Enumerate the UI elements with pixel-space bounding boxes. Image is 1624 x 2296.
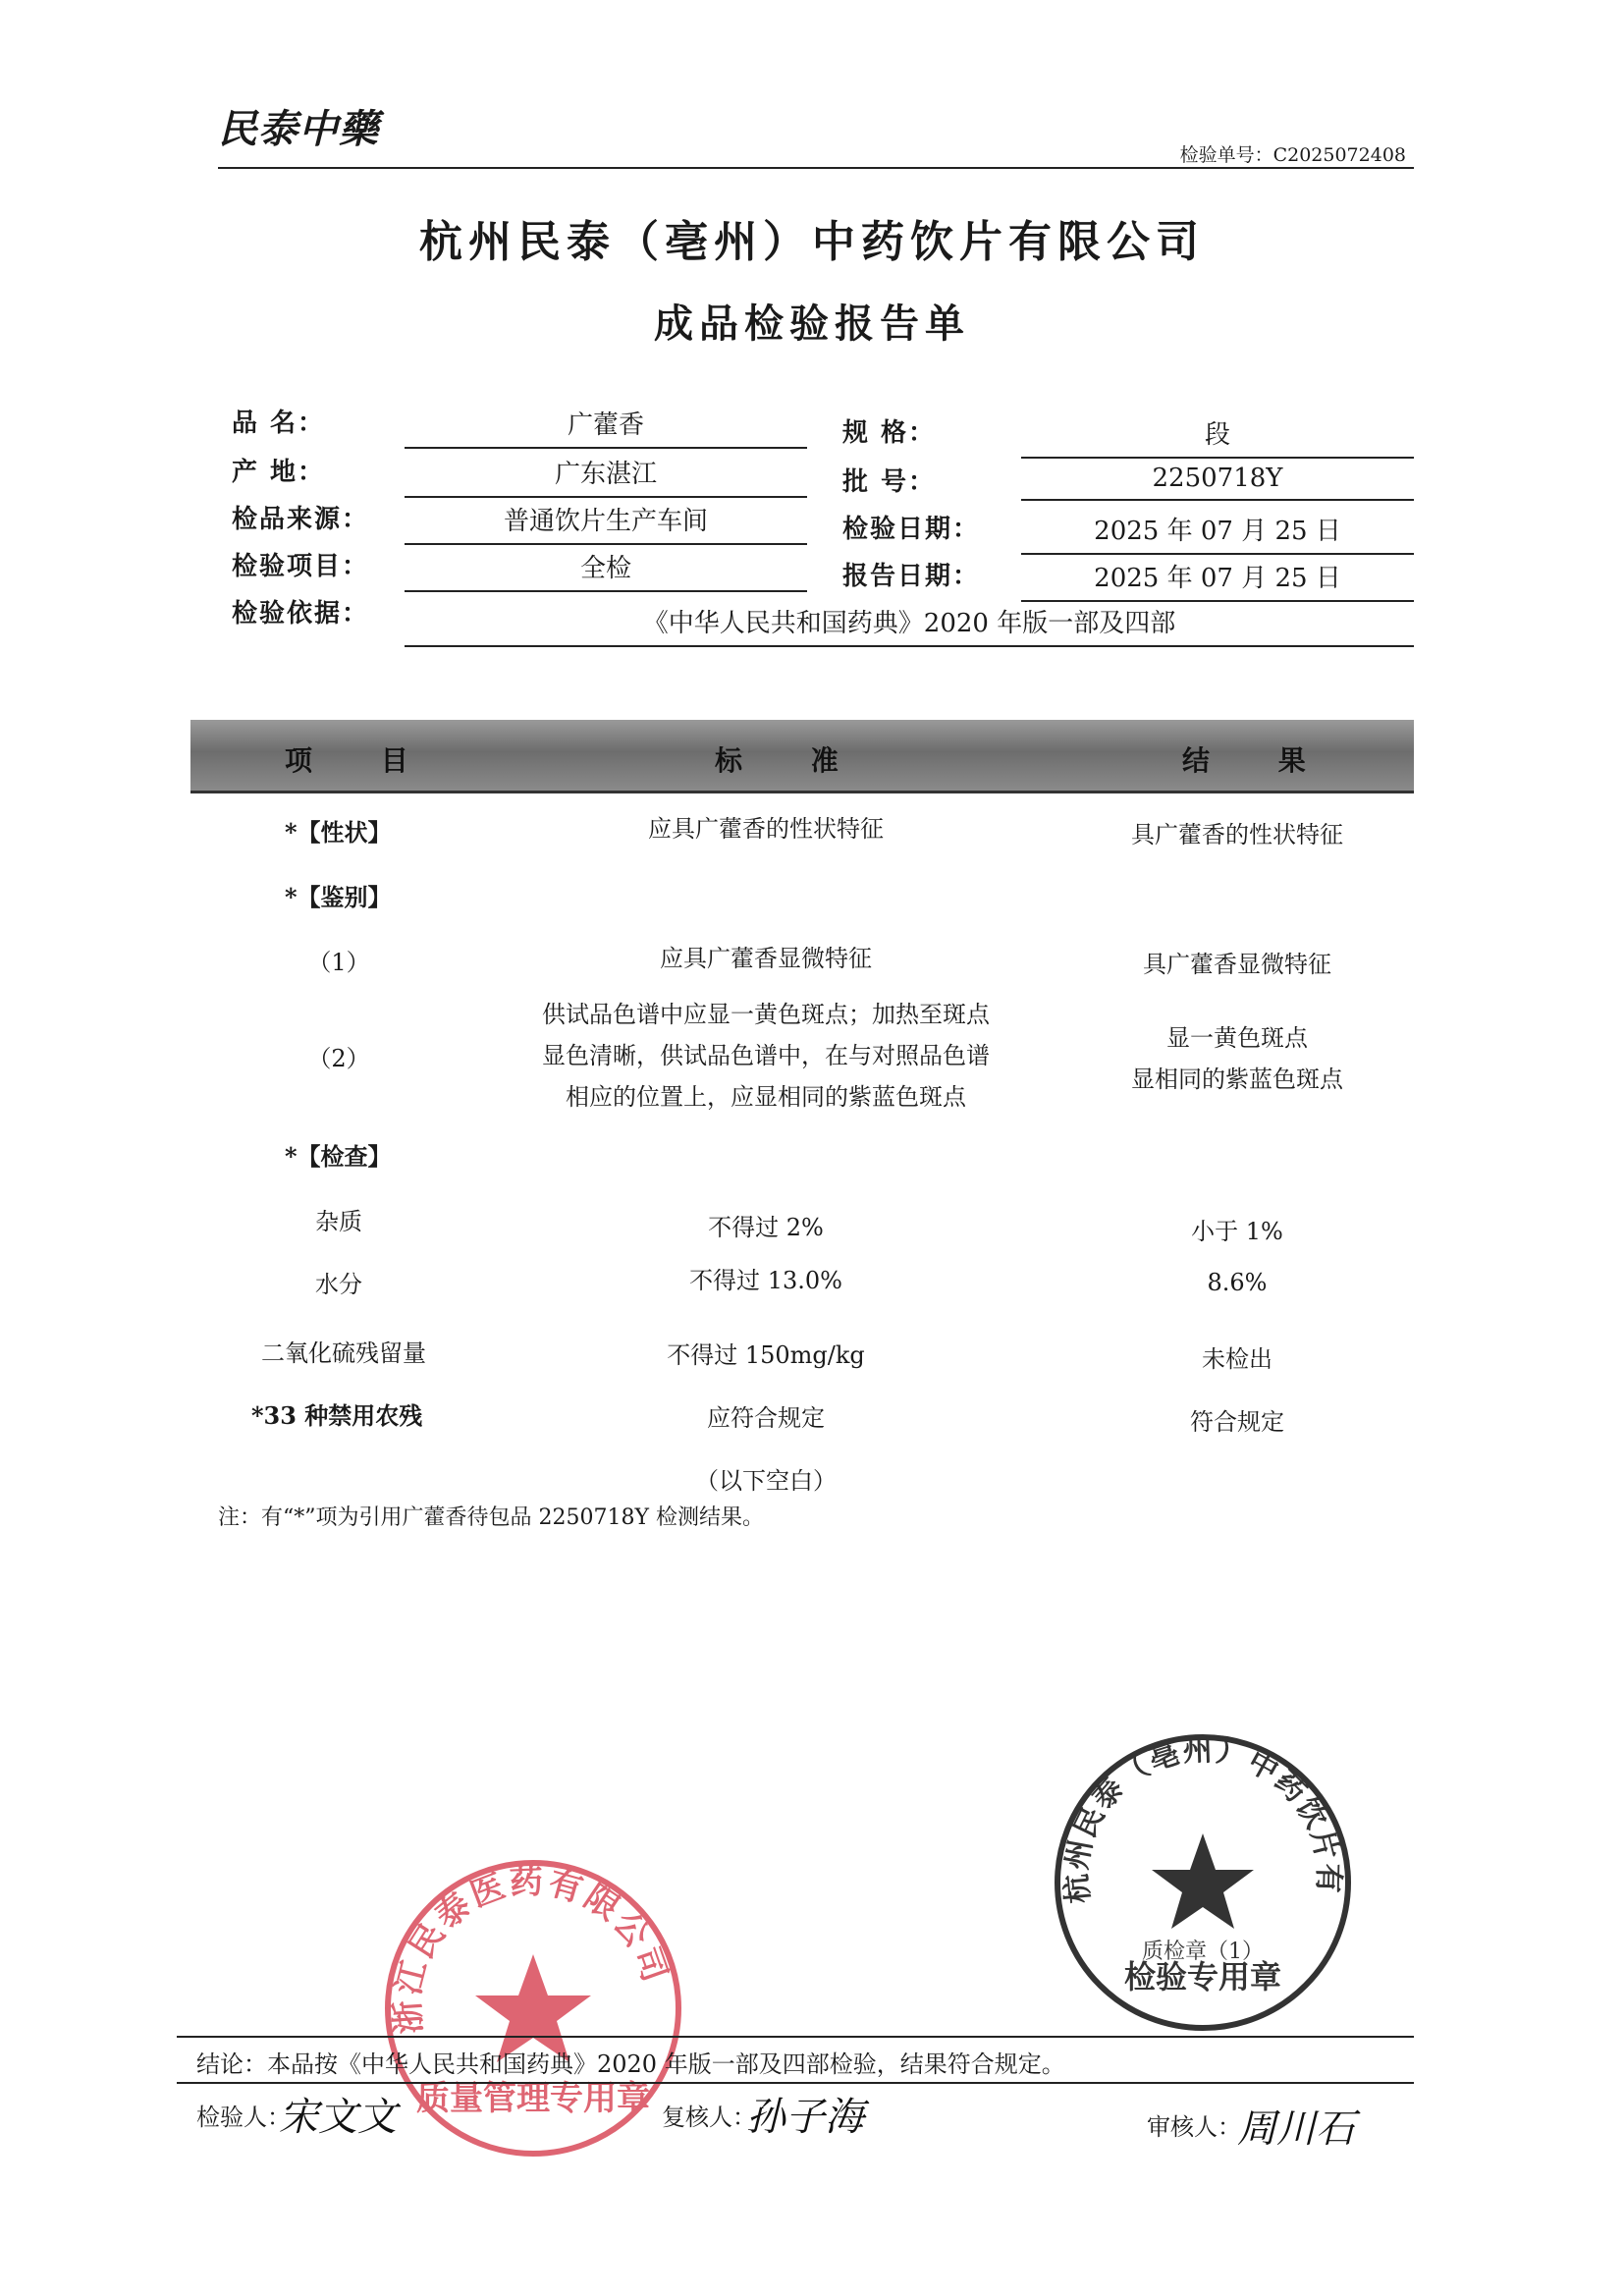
footnote: 注：有“*”项为引用广藿香待包品 2250718Y 检测结果。 [218,1505,764,1530]
reviewer-label: 复核人： [662,2104,756,2131]
source-value: 普通饮片生产车间 [405,501,807,545]
brand-logo: 民泰中藥 [218,106,379,152]
row-item: *【性状】 [285,818,392,847]
basis-value: 《中华人民共和国药典》2020 年版一部及四部 [405,603,1414,647]
row-item: *33 种禁用农残 [251,1401,423,1430]
seal-inner-text: 质量管理专用章 [416,2079,650,2118]
inspect-date-label: 检验日期： [842,515,981,544]
seal-ring-text: 浙江民泰医药有限公司 [388,1862,676,2036]
report-date-value: 2025 年 07 月 25 日 [1021,558,1414,602]
company-name: 杭州民泰（亳州）中药饮片有限公司 [419,217,1205,267]
batch-label: 批 号： [842,467,937,497]
row-standard: 应符合规定 [707,1404,825,1432]
row-result: 具广藿香显微特征 [1143,951,1331,978]
report-date-label: 报告日期： [842,562,981,591]
result-line: 显相同的紫蓝色斑点 [1131,1066,1343,1093]
name-label: 品 名： [232,409,326,438]
inspector-signature: 宋文文 [279,2095,397,2140]
row-item: 水分 [315,1271,362,1298]
standard-line: 供试品色谱中应显一黄色斑点；加热至斑点 [542,1001,990,1028]
row-standard: 不得过 13.0% [689,1267,842,1294]
reviewer-signature: 孙子海 [746,2095,864,2140]
seal-inner-text: 检验专用章 [1123,1958,1282,1995]
doc-number-label: 检验单号： [1179,144,1273,166]
row-item: 二氧化硫残留量 [261,1339,426,1367]
item-label: 检验项目： [232,552,370,581]
row-standard [520,994,1011,1118]
row-result: 符合规定 [1190,1408,1284,1436]
row-item: （2） [307,1045,370,1072]
origin-label: 产 地： [232,458,326,487]
row-standard: 不得过 2% [708,1214,824,1241]
header-standard: 标 准 [715,744,868,777]
row-item: *【鉴别】 [285,883,392,911]
quality-seal [381,1856,685,2160]
seal-ring-text: 杭州民泰（亳州）中药饮片有 [1059,1733,1346,1905]
batch-value: 2250718Y [1021,464,1414,501]
row-result: 小于 1% [1191,1218,1283,1245]
name-value: 广藿香 [405,405,807,449]
row-standard: 不得过 150mg/kg [667,1341,865,1369]
origin-value: 广东湛江 [405,454,807,498]
seal-sub-text: 质检章（1） [1142,1940,1264,1964]
source-label: 检品来源： [232,505,370,534]
basis-label: 检验依据： [232,599,370,629]
header-result: 结 果 [1182,744,1335,777]
blank-note: （以下空白） [695,1467,837,1495]
header-item: 项 目 [285,744,438,777]
row-result: 未检出 [1202,1345,1272,1373]
row-item: （1） [307,949,370,976]
doc-number-value: C2025072408 [1272,144,1406,166]
row-result: 具广藿香的性状特征 [1131,821,1343,848]
conclusion-rule-bottom [177,2082,1414,2084]
row-item: *【检查】 [285,1142,392,1171]
conclusion: 结论：本品按《中华人民共和国药典》2020 年版一部及四部检验，结果符合规定。 [196,2050,1065,2078]
doc-number [1180,140,1406,167]
row-result [1051,1017,1424,1100]
standard-line: 相应的位置上，应显相同的紫蓝色斑点 [566,1083,966,1111]
inspect-date-value: 2025 年 07 月 25 日 [1021,511,1414,555]
approver-signature: 周川石 [1237,2106,1355,2152]
conclusion-rule-top [177,2036,1414,2038]
inspection-seal [1051,1730,1355,2035]
report-title: 成品检验报告单 [654,301,970,347]
row-item: 杂质 [315,1208,362,1235]
row-result: 8.6% [1207,1269,1268,1296]
item-value: 全检 [405,548,807,592]
header-rule [218,167,1414,169]
row-standard: 应具广藿香显微特征 [660,945,872,972]
standard-line: 显色清晰，供试品色谱中，在与对照品色谱 [542,1042,990,1069]
spec-value: 段 [1021,414,1414,459]
spec-label: 规 格： [842,418,937,448]
table-header [190,720,1414,793]
result-line: 显一黄色斑点 [1166,1024,1308,1052]
approver-label: 审核人： [1147,2113,1241,2141]
row-standard: 应具广藿香的性状特征 [648,815,884,843]
inspector-label: 检验人： [196,2104,291,2131]
